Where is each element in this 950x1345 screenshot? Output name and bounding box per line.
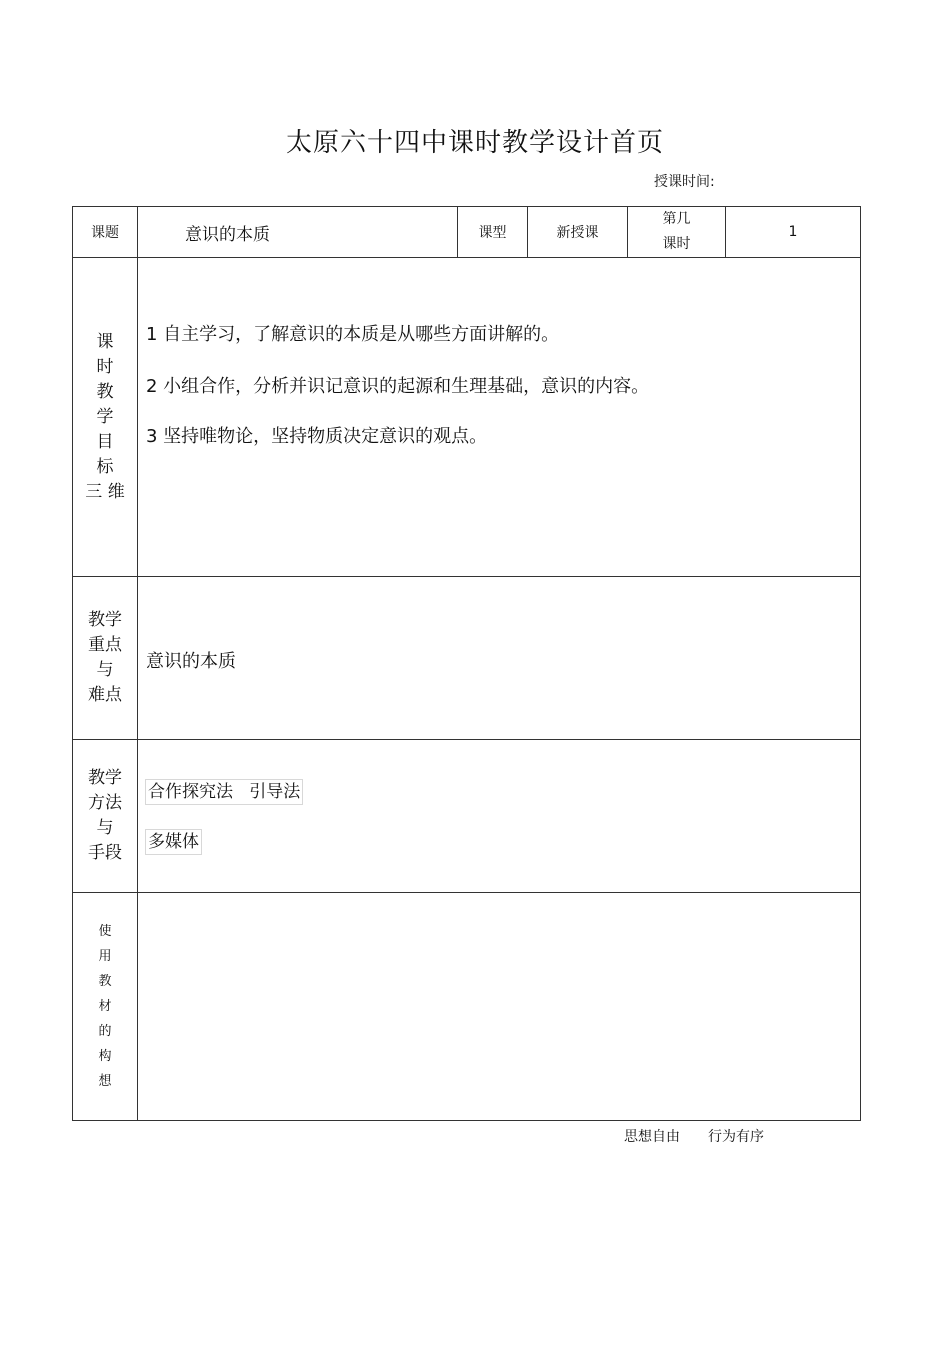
- key-points-label-line: 教学: [88, 610, 122, 630]
- period-value: 1: [788, 224, 798, 240]
- objective-item-1: 1 自主学习，了解意识的本质是从哪些方面讲解的。: [146, 324, 560, 345]
- materials-label: [73, 893, 137, 1120]
- key-points-label-line: 与: [96, 660, 114, 680]
- page-title: 太原六十四中课时教学设计首页: [285, 128, 664, 158]
- methods-label-line: 手段: [88, 843, 122, 863]
- lesson-time-label: 授课时间:: [654, 174, 715, 190]
- objectives-label-char: 时: [96, 356, 114, 377]
- period-label: [628, 207, 725, 257]
- materials-label-char: 的: [98, 1024, 112, 1039]
- period-label-line2: 课时: [662, 236, 691, 252]
- materials-label-char: 用: [98, 949, 112, 964]
- topic-label: 课题: [91, 225, 119, 241]
- objectives-label-char: 学: [96, 406, 114, 427]
- objectives-label: [73, 258, 137, 576]
- key-points-label-line: 重点: [88, 635, 122, 655]
- materials-label-char: 教: [98, 974, 112, 989]
- methods-label-line: 教学: [88, 768, 122, 788]
- materials-label-char: 使: [98, 924, 112, 939]
- materials-label-char: 构: [98, 1049, 112, 1064]
- objectives-label-char: 目: [96, 431, 114, 452]
- objectives-label-char: 三 维: [85, 481, 125, 502]
- objectives-label-char: 教: [96, 381, 114, 402]
- objectives-label-char: 标: [96, 456, 114, 477]
- methods-line-1: 合作探究法 引导法: [145, 779, 303, 805]
- materials-label-char: 材: [98, 999, 112, 1014]
- methods-label-line: 方法: [88, 793, 122, 813]
- key-points-label: [73, 577, 137, 739]
- footer-motto-right: 行为有序: [708, 1129, 764, 1145]
- objective-item-2: 2 小组合作，分析并识记意识的起源和生理基础，意识的内容。: [146, 376, 650, 397]
- materials-label-char: 想: [98, 1074, 112, 1089]
- key-points-label-line: 难点: [88, 685, 122, 705]
- key-points-content: 意识的本质: [146, 651, 236, 672]
- lesson-type-label: 课型: [478, 225, 507, 241]
- period-label-line1: 第几: [662, 211, 691, 227]
- methods-label: [73, 740, 137, 892]
- footer-motto-left: 思想自由: [624, 1129, 680, 1145]
- objective-item-3: 3 坚持唯物论，坚持物质决定意识的观点。: [146, 426, 488, 447]
- methods-label-line: 与: [96, 818, 114, 838]
- lesson-type-value: 新授课: [556, 225, 599, 241]
- topic-value: 意识的本质: [185, 224, 270, 245]
- objectives-label-char: 课: [96, 331, 114, 352]
- methods-line-2: 多媒体: [145, 829, 202, 855]
